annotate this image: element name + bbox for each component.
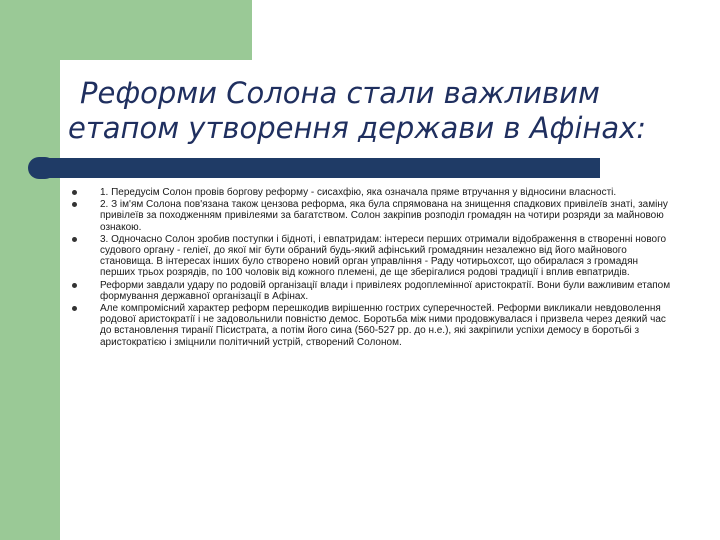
slide-title-line-2: етапом утворення держави в Афінах: <box>68 111 647 145</box>
list-item-text: 2. З ім'ям Солона пов'язана також цензова реформа, яка була спрямована на знищення спадкових привілеїв знаті, заміну привілеїв за походженням привілеями за багатством. Солон закріпив розподіл громадян на чотири розряди за майновою ознакою. <box>100 199 668 233</box>
bullet-icon <box>72 237 77 242</box>
bullet-icon <box>72 306 77 311</box>
list-item-text: 3. Одночасно Солон зробив поступки і бідноті, і евпатридам: інтереси перших отримали відображення в створенні нового судового органу - геліеї, до якої міг бути обраний будь-який афінський громадянин незалежно від його майнового становища. В інтересах інших було створено новий орган управління - Раду чотирьохсот, що обиралася з громадян перших трьох розрядів, по 100 чоловік від кожного племені, де ще зберігалися родові традиції і вплив евпатридів. <box>100 233 667 279</box>
reform-list <box>72 187 672 349</box>
bullet-icon <box>72 283 77 288</box>
list-item <box>72 280 672 302</box>
slide-title-line-1: Реформи Солона стали важливим <box>80 76 600 110</box>
decor-green-left <box>0 0 60 540</box>
list-item <box>72 303 672 348</box>
bullet-icon <box>72 202 77 207</box>
list-item-text: 1. Передусім Солон провів боргову реформу - сисахфію, яка означала пряме втручання у відносини власності. <box>100 187 617 198</box>
title-divider <box>28 157 600 179</box>
list-item-text: Реформи завдали удару по родовій організації влади і привілеях родоплемінної аристократії. Вони були важливим етапом формування державної організації в Афінах. <box>100 279 671 302</box>
slide-title <box>68 76 708 146</box>
list-item <box>72 199 672 233</box>
list-item <box>72 234 672 279</box>
list-item <box>72 187 672 198</box>
bullet-icon <box>72 190 77 195</box>
list-item-text: Але компромісний характер реформ перешкодив вирішенню гострих суперечностей. Реформи викликали невдоволення родової аристократії і не задовольнили повністю демос. Боротьба між ними продовжувалася і призвела через деякий час до встановлення тиранії Пісистрата, а потім його сина (560-527 рр. до н.е.), які закріпили успіхи демосу в боротьбі з аристократією і зміцнили політичний устрій, створений Солоном. <box>100 303 666 348</box>
